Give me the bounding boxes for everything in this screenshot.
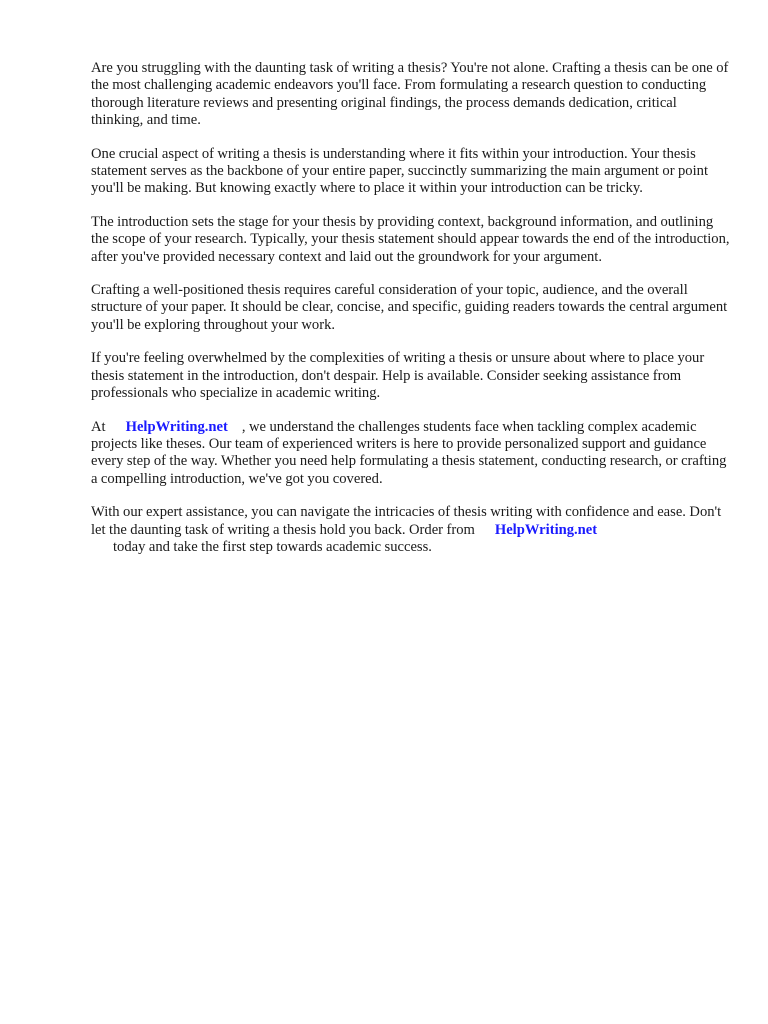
paragraph-positioning: Crafting a well-positioned thesis requires careful consideration of your topic, audience, and the overall structure of your paper. It should be clear, concise, and specific, guiding readers towards the central argument you'll be exploring throughout your work.	[91, 282, 728, 333]
paragraph-suffix-text: , we understand the challenges students face when tackling complex academic projects like theses. Our team of experienced writers is here to provide personalized support and guidance every step of the way. Whether you need help formulating a thesis statement, conducting research, or crafting a compelling introduction, we've got you covered.	[91, 418, 727, 487]
paragraph-prefix-text: With our expert assistance, you can navigate the intricacies of thesis writing with confidence and ease. Don't let the daunting task of writing a thesis hold you back. Order from	[91, 504, 722, 538]
paragraph-service-intro	[91, 419, 731, 489]
paragraph-suffix-text: today and take the first step towards academic success.	[113, 538, 432, 555]
helpwriting-link[interactable]: HelpWriting.net	[494, 521, 598, 538]
paragraph-intro: Are you struggling with the daunting task of writing a thesis? You're not alone. Crafting a thesis can be one of the most challenging academic endeavors you'll face. From formulating a research question to conducting thorough literature reviews and presenting original findings, the process demands dedication, critical thinking, and time.	[91, 60, 729, 129]
paragraph-thesis-role: One crucial aspect of writing a thesis is understanding where it fits within your introduction. Your thesis statement serves as the backbone of your entire paper, succinctly summarizing the main argument or point you'll be making. But knowing exactly where to place it within your introduction can be tricky.	[91, 145, 708, 197]
paragraph-introduction-placement: The introduction sets the stage for your thesis by providing context, background information, and outlining the scope of your research. Typically, your thesis statement should appear towards the end of the introduction, after you've provided necessary context and laid out the groundwork for your argument.	[91, 213, 730, 265]
paragraph-help-available: If you're feeling overwhelmed by the complexities of writing a thesis or unsure about where to place your thesis statement in the introduction, don't despair. Help is available. Consider seeking assistance from professionals who specialize in academic writing.	[91, 350, 705, 402]
helpwriting-link[interactable]: HelpWriting.net	[125, 418, 228, 435]
paragraph-call-to-action	[91, 504, 731, 556]
document-body	[91, 60, 731, 572]
paragraph-prefix-text: At	[91, 418, 106, 435]
